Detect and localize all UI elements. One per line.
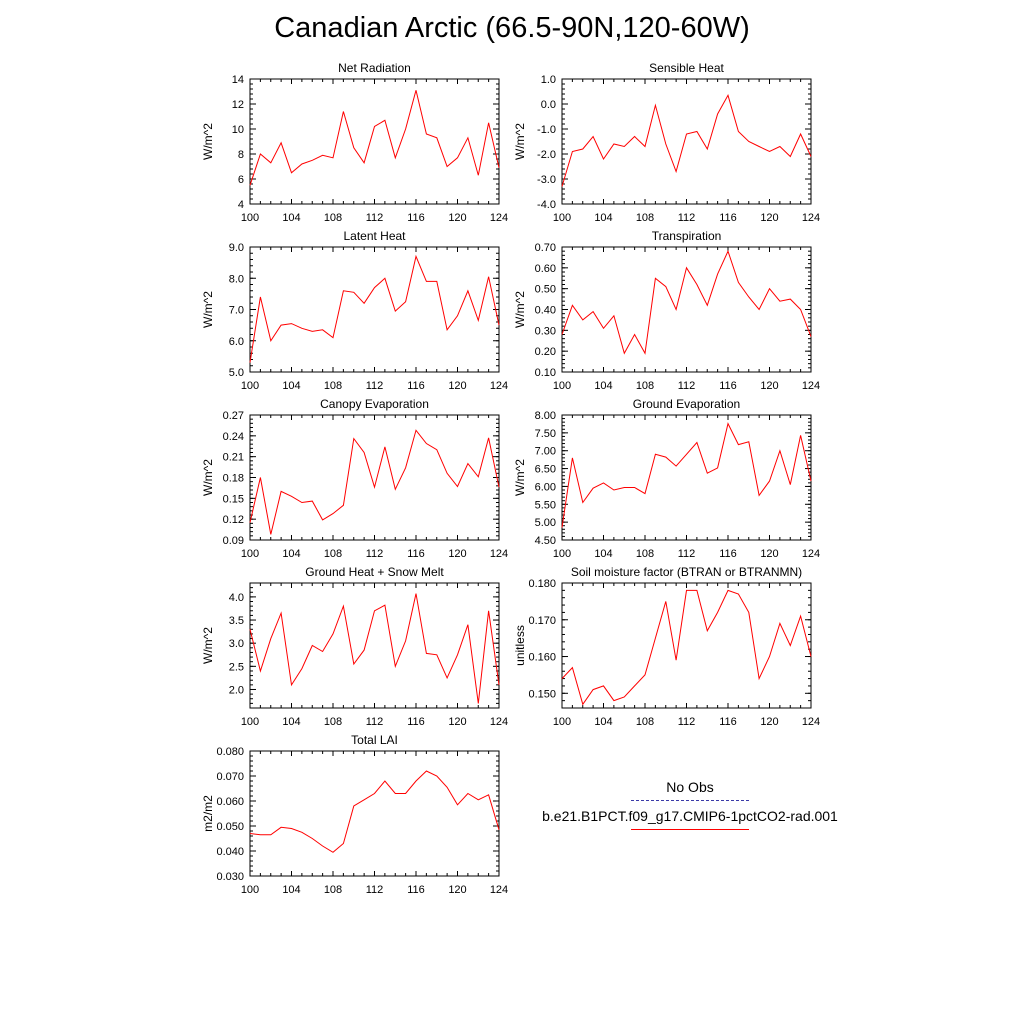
y-tick-label: 0.70 (534, 242, 556, 254)
x-tick-label: 108 (323, 716, 343, 728)
x-tick-label: 124 (489, 884, 509, 896)
y-tick-label: 6.50 (534, 463, 556, 476)
y-tick-label: 0.60 (534, 262, 556, 275)
panel-5 (201, 397, 508, 560)
panel-title: Total LAI (351, 733, 398, 747)
x-tick-label: 116 (719, 380, 737, 392)
plot-frame (562, 415, 811, 540)
x-tick-label: 124 (489, 716, 509, 728)
y-tick-label: 0.170 (528, 614, 556, 627)
panel-8 (513, 565, 820, 728)
x-tick-label: 120 (760, 716, 779, 728)
y-tick-label: 10 (231, 124, 244, 136)
y-tick-label: -1.0 (537, 124, 556, 136)
panel-2 (513, 61, 820, 224)
y-axis-label: W/m^2 (201, 627, 215, 664)
y-tick-label: -4.0 (537, 199, 556, 211)
y-tick-label: 4 (237, 199, 244, 211)
y-tick-label: 0.12 (222, 514, 244, 527)
y-tick-label: 7.00 (534, 445, 556, 458)
x-tick-label: 120 (448, 548, 467, 560)
plot-frame (250, 751, 499, 876)
x-tick-label: 108 (635, 212, 655, 224)
x-tick-label: 108 (635, 380, 655, 392)
plot-frame (250, 583, 499, 708)
x-tick-label: 104 (282, 380, 301, 392)
panel-3 (201, 229, 508, 392)
x-tick-label: 108 (635, 548, 655, 560)
y-tick-label: 0.18 (222, 472, 244, 485)
series-line (562, 590, 811, 704)
y-tick-label: 0.160 (528, 651, 556, 664)
y-tick-label: -2.0 (537, 149, 556, 161)
y-tick-label: 7.0 (228, 304, 244, 317)
x-tick-label: 116 (407, 884, 425, 896)
y-tick-label: 6.0 (228, 335, 244, 348)
x-tick-label: 112 (677, 380, 696, 392)
x-tick-label: 116 (407, 716, 425, 728)
x-tick-label: 112 (365, 884, 384, 896)
x-tick-label: 120 (760, 212, 779, 224)
x-tick-label: 104 (594, 212, 613, 224)
x-tick-label: 104 (282, 716, 301, 728)
y-tick-label: 0.040 (216, 846, 244, 858)
y-axis-label: W/m^2 (201, 459, 215, 496)
x-tick-label: 100 (240, 548, 260, 560)
x-tick-label: 124 (801, 716, 821, 728)
x-tick-label: 120 (448, 212, 467, 224)
x-tick-label: 104 (282, 548, 301, 560)
y-tick-label: -3.0 (537, 174, 556, 186)
x-tick-label: 112 (677, 548, 696, 560)
y-tick-label: 7.50 (534, 427, 556, 440)
y-tick-label: 5.0 (228, 367, 244, 379)
x-tick-label: 120 (448, 716, 467, 728)
y-tick-label: 0.050 (216, 821, 244, 833)
legend-obs-line (631, 800, 749, 801)
y-tick-label: 0.50 (534, 283, 556, 296)
panel-6 (513, 397, 820, 560)
x-tick-label: 124 (801, 212, 821, 224)
series-line (250, 594, 499, 704)
series-line (250, 256, 499, 362)
y-tick-label: 12 (231, 99, 244, 111)
y-tick-label: 4.50 (534, 535, 556, 547)
panel-title: Ground Evaporation (632, 397, 741, 411)
y-tick-label: 0.150 (528, 688, 556, 701)
panel-title: Soil moisture factor (BTRAN or BTRANMN) (570, 565, 803, 579)
x-tick-label: 116 (407, 380, 425, 392)
x-tick-label: 104 (282, 212, 301, 224)
y-tick-label: 0.180 (528, 578, 556, 590)
x-tick-label: 104 (594, 548, 613, 560)
y-tick-label: 4.0 (228, 591, 244, 604)
plot-frame (562, 247, 811, 372)
y-tick-label: 0.080 (216, 746, 244, 758)
x-tick-label: 108 (323, 212, 343, 224)
y-tick-label: 2.5 (228, 661, 244, 674)
y-tick-label: 5.00 (534, 517, 556, 530)
panel-4 (513, 229, 820, 392)
y-tick-label: 0.21 (222, 451, 244, 464)
y-tick-label: 0.070 (216, 771, 244, 783)
y-tick-label: 0.24 (222, 430, 244, 443)
y-tick-label: 0.09 (222, 535, 244, 547)
y-tick-label: 0.0 (540, 99, 556, 111)
x-tick-label: 104 (594, 380, 613, 392)
y-tick-label: 14 (231, 74, 244, 86)
x-tick-label: 100 (240, 716, 260, 728)
legend-obs-label: No Obs (666, 779, 714, 795)
y-tick-label: 0.15 (222, 493, 244, 506)
x-tick-label: 112 (365, 548, 384, 560)
x-tick-label: 116 (719, 212, 737, 224)
plot-frame (562, 79, 811, 204)
series-line (562, 424, 811, 528)
panel-title: Canopy Evaporation (320, 397, 429, 411)
y-tick-label: 6 (237, 174, 244, 186)
x-tick-label: 116 (407, 212, 425, 224)
y-axis-label: W/m^2 (513, 123, 527, 160)
y-tick-label: 9.0 (228, 242, 244, 254)
y-tick-label: 1.0 (540, 74, 556, 86)
y-tick-label: 3.0 (228, 638, 244, 651)
x-tick-label: 120 (448, 380, 467, 392)
y-tick-label: 0.10 (534, 367, 556, 379)
x-tick-label: 116 (719, 548, 737, 560)
panel-title: Net Radiation (338, 61, 411, 75)
x-tick-label: 100 (552, 380, 572, 392)
x-tick-label: 116 (719, 716, 737, 728)
panel-7 (201, 565, 508, 728)
x-tick-label: 104 (594, 716, 613, 728)
panel-title: Sensible Heat (649, 61, 724, 75)
y-axis-label: m2/m2 (201, 795, 215, 832)
panel-title: Ground Heat + Snow Melt (305, 565, 444, 579)
x-tick-label: 100 (240, 380, 260, 392)
y-tick-label: 8.0 (228, 273, 244, 286)
x-tick-label: 124 (489, 380, 509, 392)
x-tick-label: 108 (323, 884, 343, 896)
x-tick-label: 108 (323, 380, 343, 392)
x-tick-label: 124 (801, 380, 821, 392)
x-tick-label: 124 (489, 548, 509, 560)
y-tick-label: 8 (237, 149, 244, 161)
x-tick-label: 108 (323, 548, 343, 560)
page-title: Canadian Arctic (66.5-90N,120-60W) (274, 12, 750, 44)
y-tick-label: 0.060 (216, 796, 244, 808)
y-axis-label: W/m^2 (201, 291, 215, 328)
x-tick-label: 116 (407, 548, 425, 560)
x-tick-label: 100 (552, 212, 572, 224)
series-line (250, 430, 499, 534)
y-axis-label: W/m^2 (513, 291, 527, 328)
series-line (562, 251, 811, 353)
x-tick-label: 104 (282, 884, 301, 896)
x-tick-label: 120 (760, 548, 779, 560)
x-tick-label: 100 (552, 716, 572, 728)
legend-case-line (631, 829, 749, 830)
y-tick-label: 0.030 (216, 871, 244, 883)
series-line (250, 90, 499, 185)
x-tick-label: 112 (677, 212, 696, 224)
x-tick-label: 124 (801, 548, 821, 560)
y-axis-label: W/m^2 (513, 459, 527, 496)
x-tick-label: 120 (760, 380, 779, 392)
y-tick-label: 6.00 (534, 481, 556, 494)
panel-title: Transpiration (651, 229, 722, 243)
y-tick-label: 3.5 (228, 615, 244, 628)
y-axis-label: W/m^2 (201, 123, 215, 160)
y-tick-label: 0.20 (534, 346, 556, 359)
x-tick-label: 112 (365, 380, 384, 392)
x-tick-label: 100 (552, 548, 572, 560)
legend-case-label: b.e21.B1PCT.f09_g17.CMIP6-1pctCO2-rad.001 (542, 808, 838, 824)
x-tick-label: 112 (365, 212, 384, 224)
plot-frame (250, 79, 499, 204)
x-tick-label: 100 (240, 212, 260, 224)
panel-9 (201, 733, 508, 896)
series-line (562, 95, 811, 186)
plot-frame (562, 583, 811, 708)
y-tick-label: 8.00 (534, 410, 556, 422)
y-tick-label: 5.50 (534, 499, 556, 512)
x-tick-label: 100 (240, 884, 260, 896)
panel-title: Latent Heat (343, 229, 406, 243)
x-tick-label: 112 (365, 716, 384, 728)
y-tick-label: 0.30 (534, 325, 556, 338)
y-axis-label: unitless (513, 625, 527, 666)
x-tick-label: 120 (448, 884, 467, 896)
x-tick-label: 108 (635, 716, 655, 728)
plot-frame (250, 247, 499, 372)
panel-1 (201, 61, 508, 224)
x-tick-label: 112 (677, 716, 696, 728)
y-tick-label: 0.27 (222, 410, 244, 422)
y-tick-label: 2.0 (228, 684, 244, 697)
x-tick-label: 124 (489, 212, 509, 224)
y-tick-label: 0.40 (534, 304, 556, 317)
series-line (250, 771, 499, 852)
